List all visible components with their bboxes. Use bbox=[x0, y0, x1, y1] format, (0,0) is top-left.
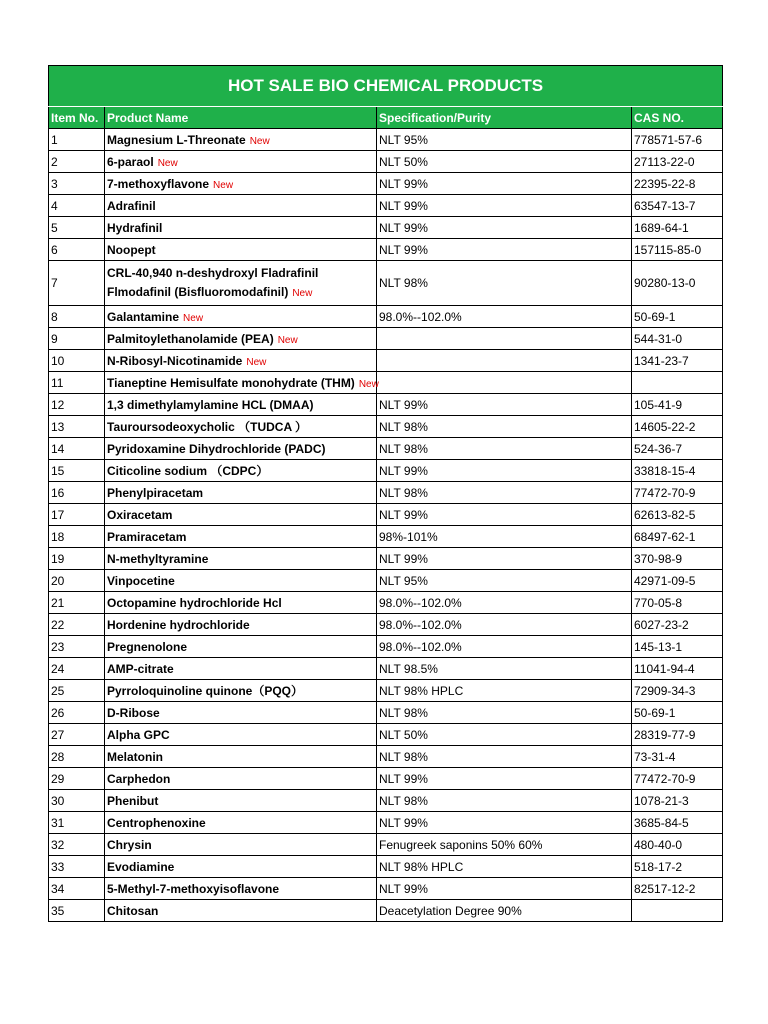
product-name: Palmitoylethanolamide (PEA) bbox=[107, 331, 274, 346]
cas-no-cell: 14605-22-2 bbox=[632, 416, 723, 438]
item-no-cell: 2 bbox=[49, 151, 105, 173]
item-no-cell: 17 bbox=[49, 504, 105, 526]
specification-cell: NLT 98% bbox=[377, 790, 632, 812]
cas-no-cell: 1341-23-7 bbox=[632, 350, 723, 372]
item-no-cell: 34 bbox=[49, 878, 105, 900]
table-row bbox=[49, 217, 723, 239]
cas-no-cell: 105-41-9 bbox=[632, 394, 723, 416]
cas-no-cell: 3685-84-5 bbox=[632, 812, 723, 834]
specification-cell: NLT 98% bbox=[377, 746, 632, 768]
specification-cell: NLT 99% bbox=[377, 548, 632, 570]
item-no-cell: 10 bbox=[49, 350, 105, 372]
specification-cell: 98%-101% bbox=[377, 526, 632, 548]
product-name-cell bbox=[105, 261, 377, 306]
product-name: Hydrafinil bbox=[107, 220, 163, 235]
product-name: Tauroursodeoxycholic （TUDCA ） bbox=[107, 420, 308, 434]
table-row bbox=[49, 306, 723, 328]
product-name-cell bbox=[105, 592, 377, 614]
title-row bbox=[49, 66, 723, 107]
specification-cell: NLT 98% bbox=[377, 416, 632, 438]
specification-cell: NLT 98% bbox=[377, 261, 632, 306]
specification-cell: NLT 99% bbox=[377, 878, 632, 900]
item-no-cell: 1 bbox=[49, 129, 105, 151]
item-no-cell: 4 bbox=[49, 195, 105, 217]
item-no-cell: 21 bbox=[49, 592, 105, 614]
new-badge: New bbox=[213, 179, 234, 191]
cas-no-cell: 1078-21-3 bbox=[632, 790, 723, 812]
specification-cell: NLT 99% bbox=[377, 812, 632, 834]
product-name: Citicoline sodium （CDPC） bbox=[107, 464, 269, 478]
specification-cell: NLT 50% bbox=[377, 724, 632, 746]
cas-no-cell: 77472-70-9 bbox=[632, 482, 723, 504]
table-row bbox=[49, 350, 723, 372]
table-body bbox=[49, 129, 723, 922]
product-name: Chitosan bbox=[107, 903, 159, 918]
product-name-line2: Flmodafinil (Bisfluoromodafinil) bbox=[107, 284, 289, 299]
product-name: N-methyltyramine bbox=[107, 551, 209, 566]
product-name-cell bbox=[105, 658, 377, 680]
specification-cell: NLT 98% bbox=[377, 438, 632, 460]
specification-cell: NLT 95% bbox=[377, 129, 632, 151]
cas-no-cell: 72909-34-3 bbox=[632, 680, 723, 702]
product-name-cell bbox=[105, 239, 377, 261]
table-row bbox=[49, 658, 723, 680]
product-name: Vinpocetine bbox=[107, 573, 175, 588]
products-table bbox=[48, 65, 723, 922]
item-no-cell: 27 bbox=[49, 724, 105, 746]
cas-no-cell: 62613-82-5 bbox=[632, 504, 723, 526]
table-row bbox=[49, 636, 723, 658]
specification-cell: NLT 99% bbox=[377, 239, 632, 261]
product-name: Evodiamine bbox=[107, 859, 175, 874]
new-badge: New bbox=[246, 356, 267, 368]
table-row bbox=[49, 856, 723, 878]
specification-cell: 98.0%--102.0% bbox=[377, 306, 632, 328]
product-name: Phenibut bbox=[107, 793, 159, 808]
product-name: Melatonin bbox=[107, 749, 163, 764]
product-name: Pramiracetam bbox=[107, 529, 187, 544]
product-name: Phenylpiracetam bbox=[107, 485, 204, 500]
product-name-cell bbox=[105, 460, 377, 482]
table-row bbox=[49, 261, 723, 306]
item-no-cell: 20 bbox=[49, 570, 105, 592]
specification-cell: NLT 98% HPLC bbox=[377, 680, 632, 702]
product-name-cell bbox=[105, 570, 377, 592]
product-name-cell bbox=[105, 856, 377, 878]
item-no-cell: 16 bbox=[49, 482, 105, 504]
product-name: D-Ribose bbox=[107, 705, 160, 720]
cas-no-cell: 1689-64-1 bbox=[632, 217, 723, 239]
sheet-title: HOT SALE BIO CHEMICAL PRODUCTS bbox=[49, 66, 723, 107]
table-row bbox=[49, 195, 723, 217]
product-name-cell bbox=[105, 768, 377, 790]
new-badge: New bbox=[183, 312, 204, 324]
cas-no-cell: 50-69-1 bbox=[632, 306, 723, 328]
product-name: Octopamine hydrochloride Hcl bbox=[107, 595, 282, 610]
table-row bbox=[49, 328, 723, 350]
product-name: Centrophenoxine bbox=[107, 815, 206, 830]
product-name-cell bbox=[105, 834, 377, 856]
item-no-cell: 32 bbox=[49, 834, 105, 856]
cas-no-cell: 770-05-8 bbox=[632, 592, 723, 614]
product-name-cell bbox=[105, 724, 377, 746]
product-name: Pyrroloquinoline quinone（PQQ） bbox=[107, 684, 304, 698]
table-row bbox=[49, 680, 723, 702]
cas-no-cell: 68497-62-1 bbox=[632, 526, 723, 548]
item-no-cell: 35 bbox=[49, 900, 105, 922]
item-no-cell: 29 bbox=[49, 768, 105, 790]
product-name: AMP-citrate bbox=[107, 661, 174, 676]
specification-cell: 98.0%--102.0% bbox=[377, 592, 632, 614]
cas-no-cell: 73-31-4 bbox=[632, 746, 723, 768]
product-name-cell bbox=[105, 217, 377, 239]
product-name: Tianeptine Hemisulfate monohydrate (THM) bbox=[107, 375, 355, 390]
product-name: CRL-40,940 n-deshydroxyl Fladrafinil bbox=[107, 265, 319, 280]
item-no-cell: 18 bbox=[49, 526, 105, 548]
specification-cell: Fenugreek saponins 50% 60% bbox=[377, 834, 632, 856]
product-name-cell bbox=[105, 504, 377, 526]
specification-cell: NLT 98% bbox=[377, 702, 632, 724]
product-name-cell bbox=[105, 878, 377, 900]
product-name: Magnesium L-Threonate bbox=[107, 132, 246, 147]
new-badge: New bbox=[292, 287, 313, 299]
cas-no-cell: 82517-12-2 bbox=[632, 878, 723, 900]
specification-cell: 98.0%--102.0% bbox=[377, 614, 632, 636]
specification-cell bbox=[377, 328, 632, 350]
cas-no-cell: 157115-85-0 bbox=[632, 239, 723, 261]
specification-cell: Deacetylation Degree 90% bbox=[377, 900, 632, 922]
product-name-cell bbox=[105, 438, 377, 460]
product-name-cell bbox=[105, 306, 377, 328]
item-no-cell: 12 bbox=[49, 394, 105, 416]
specification-cell: NLT 99% bbox=[377, 173, 632, 195]
product-name-cell bbox=[105, 812, 377, 834]
cas-no-cell: 33818-15-4 bbox=[632, 460, 723, 482]
cas-no-cell: 370-98-9 bbox=[632, 548, 723, 570]
table-row bbox=[49, 746, 723, 768]
header-row bbox=[49, 107, 723, 129]
item-no-cell: 11 bbox=[49, 372, 105, 394]
product-name-cell bbox=[105, 195, 377, 217]
header-cas-no: CAS NO. bbox=[632, 107, 723, 129]
product-name: Hordenine hydrochloride bbox=[107, 617, 250, 632]
specification-cell: NLT 99% bbox=[377, 195, 632, 217]
table-row bbox=[49, 570, 723, 592]
product-name-cell bbox=[105, 482, 377, 504]
item-no-cell: 25 bbox=[49, 680, 105, 702]
cas-no-cell: 6027-23-2 bbox=[632, 614, 723, 636]
table-row bbox=[49, 548, 723, 570]
product-name: Noopept bbox=[107, 242, 156, 257]
cas-no-cell: 544-31-0 bbox=[632, 328, 723, 350]
specification-cell bbox=[377, 350, 632, 372]
table-row bbox=[49, 504, 723, 526]
product-name-cell bbox=[105, 548, 377, 570]
item-no-cell: 13 bbox=[49, 416, 105, 438]
item-no-cell: 26 bbox=[49, 702, 105, 724]
specification-cell: NLT 99% bbox=[377, 394, 632, 416]
specification-cell: NLT 99% bbox=[377, 768, 632, 790]
specification-cell: NLT 99% bbox=[377, 504, 632, 526]
cas-no-cell: 77472-70-9 bbox=[632, 768, 723, 790]
header-item-no: Item No. bbox=[49, 107, 105, 129]
table-row bbox=[49, 592, 723, 614]
table-row bbox=[49, 768, 723, 790]
item-no-cell: 24 bbox=[49, 658, 105, 680]
table-row bbox=[49, 438, 723, 460]
product-name: Alpha GPC bbox=[107, 727, 170, 742]
cas-no-cell: 63547-13-7 bbox=[632, 195, 723, 217]
product-name-cell bbox=[105, 394, 377, 416]
product-name-cell bbox=[105, 680, 377, 702]
new-badge: New bbox=[277, 334, 298, 346]
table-row bbox=[49, 460, 723, 482]
item-no-cell: 22 bbox=[49, 614, 105, 636]
new-badge: New bbox=[249, 135, 270, 147]
item-no-cell: 23 bbox=[49, 636, 105, 658]
product-name-cell bbox=[105, 790, 377, 812]
product-name-cell bbox=[105, 129, 377, 151]
table-row bbox=[49, 239, 723, 261]
product-name: Oxiracetam bbox=[107, 507, 173, 522]
cas-no-cell bbox=[632, 372, 723, 394]
item-no-cell: 7 bbox=[49, 261, 105, 306]
header-product-name: Product Name bbox=[105, 107, 377, 129]
cas-no-cell: 28319-77-9 bbox=[632, 724, 723, 746]
cas-no-cell: 518-17-2 bbox=[632, 856, 723, 878]
new-badge: New bbox=[157, 157, 178, 169]
specification-cell: NLT 98% HPLC bbox=[377, 856, 632, 878]
table-row bbox=[49, 900, 723, 922]
specification-cell: NLT 95% bbox=[377, 570, 632, 592]
item-no-cell: 19 bbox=[49, 548, 105, 570]
product-name: 6-paraol bbox=[107, 154, 154, 169]
product-name: Pyridoxamine Dihydrochloride (PADC) bbox=[107, 441, 326, 456]
table-row bbox=[49, 614, 723, 636]
product-name-cell bbox=[105, 350, 377, 372]
specification-cell: NLT 98.5% bbox=[377, 658, 632, 680]
table-row bbox=[49, 129, 723, 151]
table-row bbox=[49, 790, 723, 812]
product-name: 1,3 dimethylamylamine HCL (DMAA) bbox=[107, 397, 314, 412]
specification-cell: NLT 98% bbox=[377, 482, 632, 504]
table-row bbox=[49, 416, 723, 438]
product-name: Chrysin bbox=[107, 837, 152, 852]
product-name-cell bbox=[105, 746, 377, 768]
specification-cell: NLT 99% bbox=[377, 217, 632, 239]
product-name-cell bbox=[105, 702, 377, 724]
product-name-cell bbox=[105, 151, 377, 173]
product-name: N-Ribosyl-Nicotinamide bbox=[107, 353, 243, 368]
cas-no-cell: 22395-22-8 bbox=[632, 173, 723, 195]
table-row bbox=[49, 482, 723, 504]
table-row bbox=[49, 724, 723, 746]
product-name-cell bbox=[105, 416, 377, 438]
item-no-cell: 9 bbox=[49, 328, 105, 350]
item-no-cell: 33 bbox=[49, 856, 105, 878]
product-name-cell bbox=[105, 900, 377, 922]
product-name: 7-methoxyflavone bbox=[107, 176, 210, 191]
product-sheet bbox=[48, 65, 722, 922]
new-badge: New bbox=[358, 378, 379, 390]
item-no-cell: 31 bbox=[49, 812, 105, 834]
cas-no-cell: 480-40-0 bbox=[632, 834, 723, 856]
table-row bbox=[49, 173, 723, 195]
product-name: Pregnenolone bbox=[107, 639, 188, 654]
product-name-cell bbox=[105, 614, 377, 636]
cas-no-cell: 42971-09-5 bbox=[632, 570, 723, 592]
product-name-cell bbox=[105, 173, 377, 195]
cas-no-cell: 50-69-1 bbox=[632, 702, 723, 724]
header-specification: Specification/Purity bbox=[377, 107, 632, 129]
item-no-cell: 28 bbox=[49, 746, 105, 768]
specification-cell: NLT 99% bbox=[377, 460, 632, 482]
specification-cell: 98.0%--102.0% bbox=[377, 636, 632, 658]
item-no-cell: 6 bbox=[49, 239, 105, 261]
table-row bbox=[49, 151, 723, 173]
product-name: Carphedon bbox=[107, 771, 171, 786]
product-name-cell bbox=[105, 526, 377, 548]
item-no-cell: 5 bbox=[49, 217, 105, 239]
item-no-cell: 8 bbox=[49, 306, 105, 328]
item-no-cell: 14 bbox=[49, 438, 105, 460]
table-row bbox=[49, 834, 723, 856]
specification-cell: NLT 50% bbox=[377, 151, 632, 173]
cas-no-cell: 90280-13-0 bbox=[632, 261, 723, 306]
item-no-cell: 15 bbox=[49, 460, 105, 482]
specification-cell bbox=[377, 372, 632, 394]
table-row bbox=[49, 702, 723, 724]
cas-no-cell: 778571-57-6 bbox=[632, 129, 723, 151]
product-name: 5-Methyl-7-methoxyisoflavone bbox=[107, 881, 280, 896]
table-row bbox=[49, 372, 723, 394]
product-name: Adrafinil bbox=[107, 198, 156, 213]
product-name-cell bbox=[105, 328, 377, 350]
cas-no-cell bbox=[632, 900, 723, 922]
table-row bbox=[49, 812, 723, 834]
product-name-cell bbox=[105, 636, 377, 658]
table-row bbox=[49, 878, 723, 900]
cas-no-cell: 524-36-7 bbox=[632, 438, 723, 460]
cas-no-cell: 145-13-1 bbox=[632, 636, 723, 658]
product-name: Galantamine bbox=[107, 309, 180, 324]
cas-no-cell: 11041-94-4 bbox=[632, 658, 723, 680]
cas-no-cell: 27113-22-0 bbox=[632, 151, 723, 173]
table-row bbox=[49, 394, 723, 416]
product-name-cell bbox=[105, 372, 377, 394]
item-no-cell: 30 bbox=[49, 790, 105, 812]
table-row bbox=[49, 526, 723, 548]
item-no-cell: 3 bbox=[49, 173, 105, 195]
